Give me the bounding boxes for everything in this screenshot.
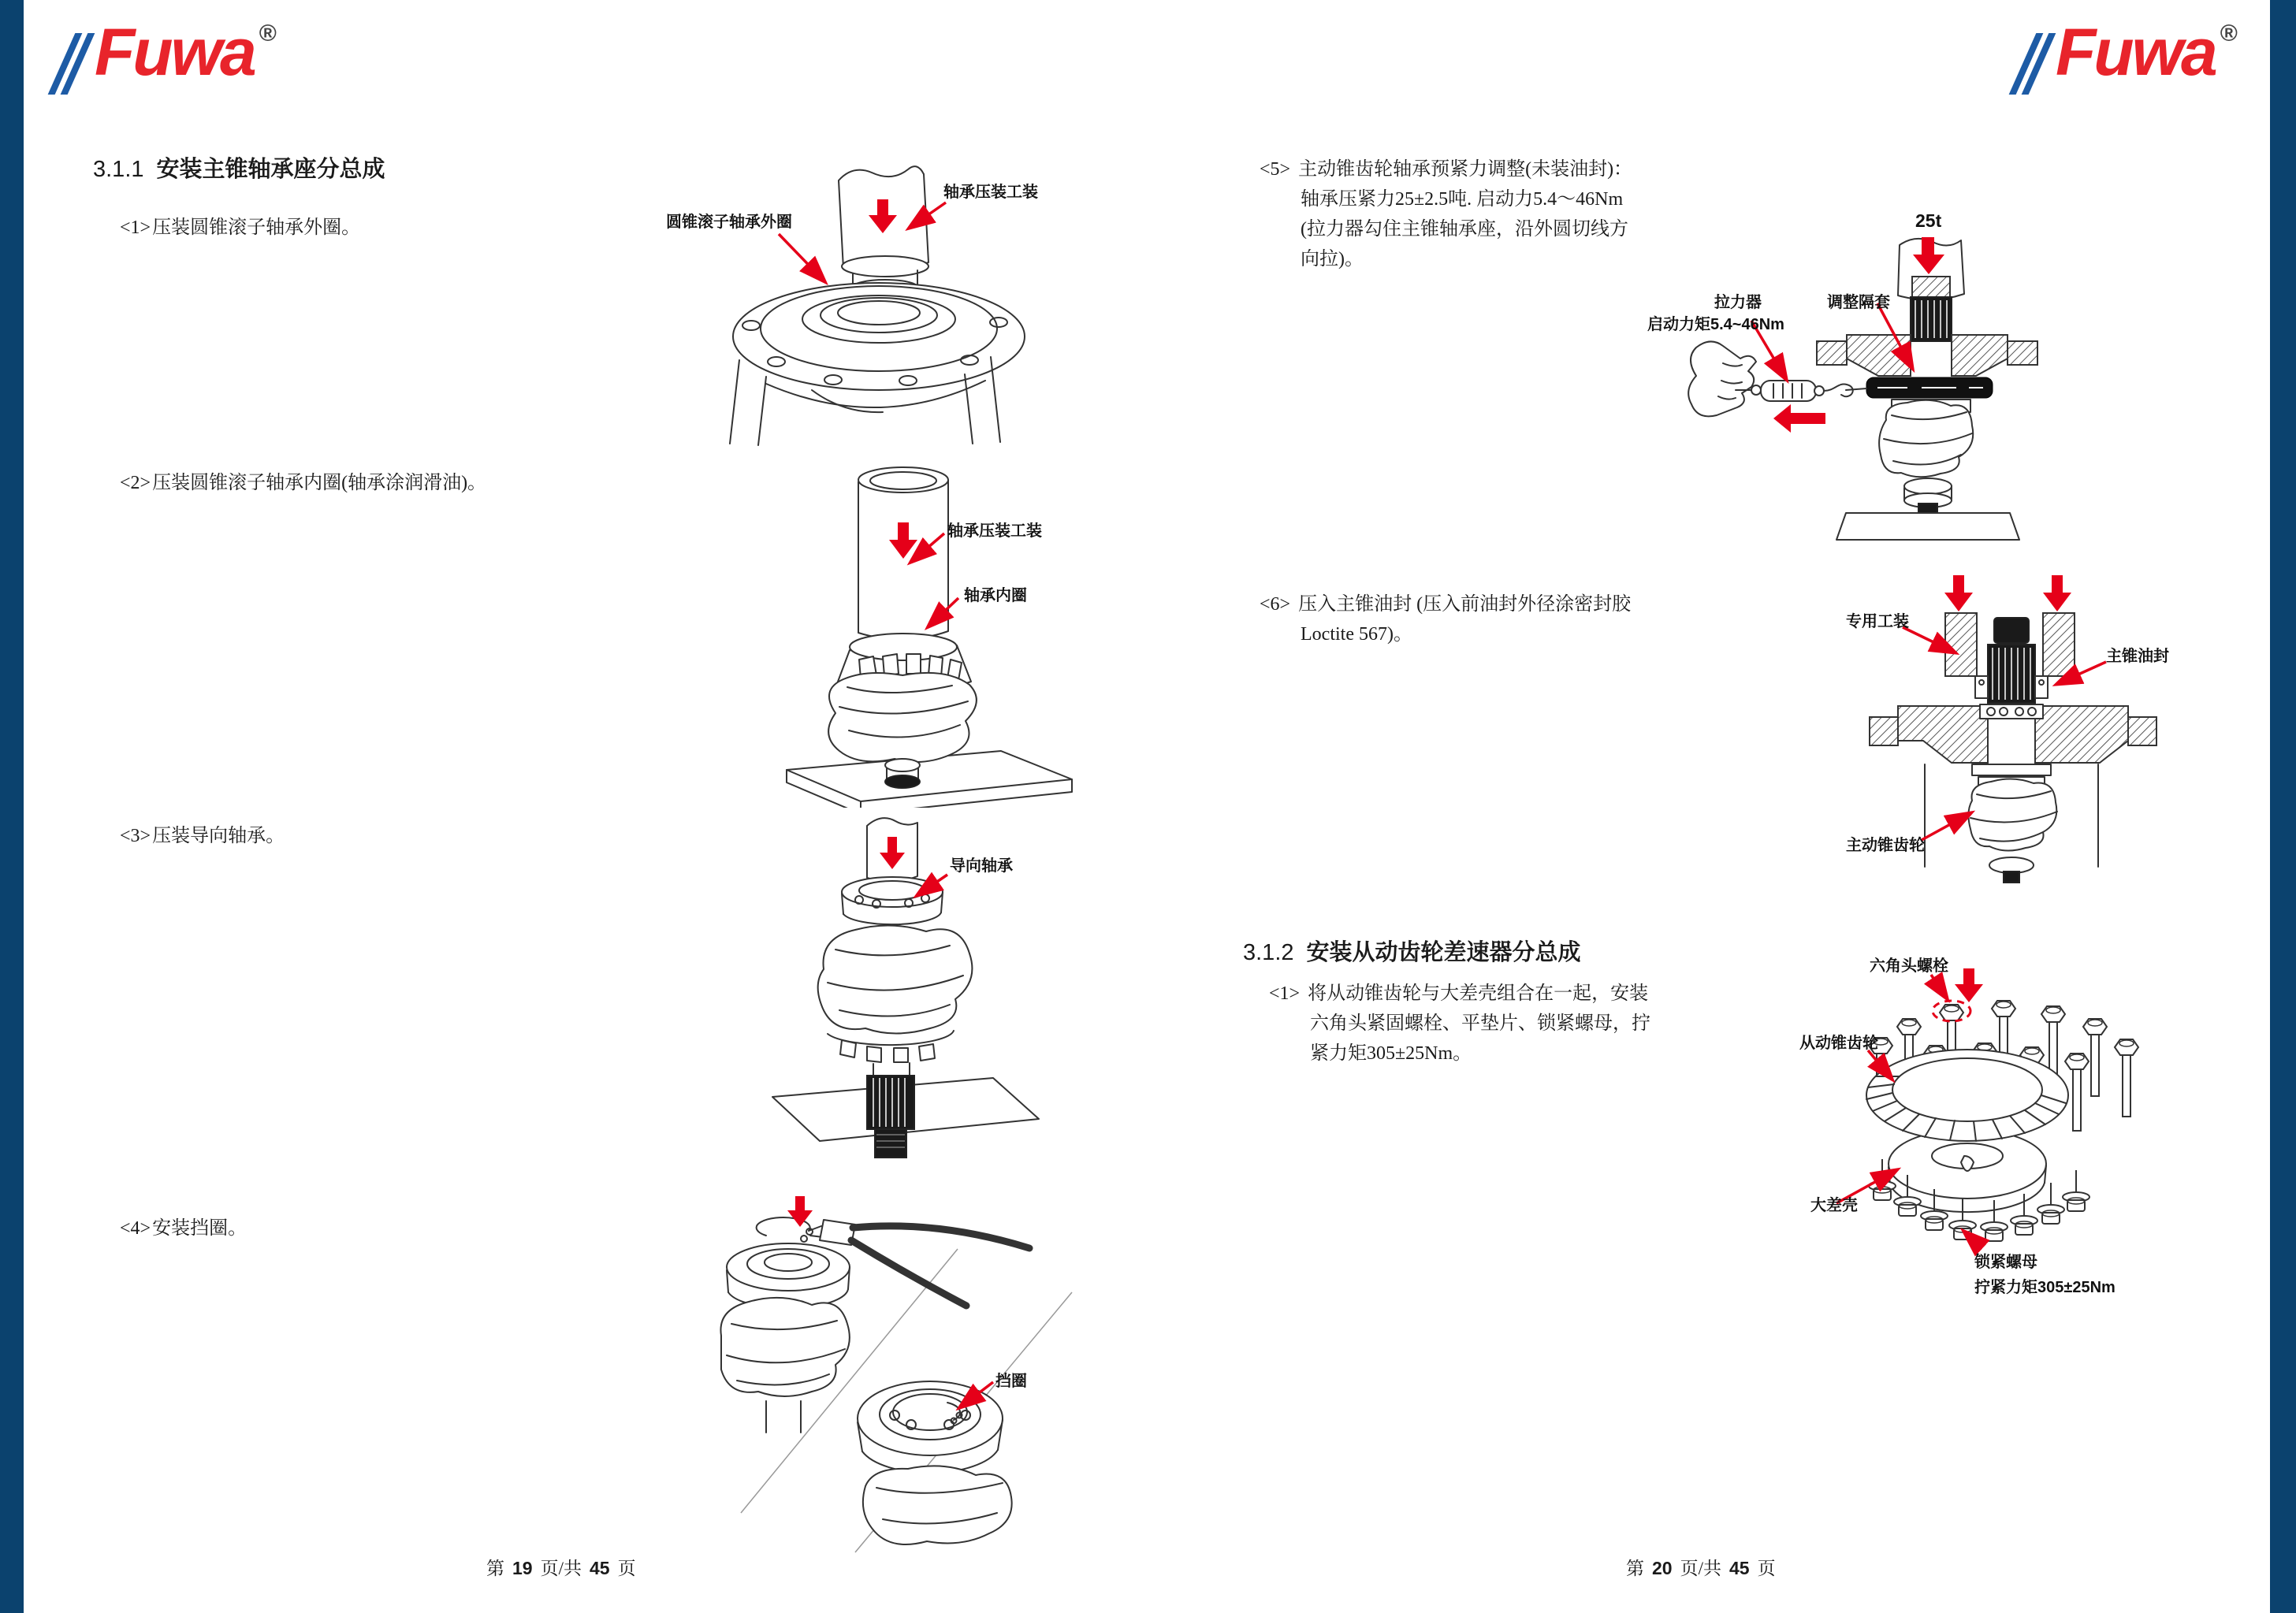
footer-text: 页 — [617, 1559, 636, 1578]
step-text: (拉力器勾住主锥轴承座，沿外圆切线方 — [1301, 219, 1628, 240]
figure-press-inner-race-drawing — [741, 453, 1111, 808]
figure-install-snap-ring — [694, 1174, 1088, 1556]
down-arrow-icon — [1955, 968, 1983, 1002]
bearing-seat-flange — [730, 283, 1025, 445]
footer-text: 页/共 — [540, 1559, 582, 1578]
step-id: <5> — [1260, 159, 1291, 180]
label-outer-race: 圆锥滚子轴承外圈 — [666, 214, 792, 231]
step-id: <3> — [120, 826, 151, 846]
left-arrow-icon — [1773, 404, 1825, 433]
label-inner-ring: 轴承内圈 — [964, 587, 1027, 604]
figure-preload-adjustment — [1647, 201, 2223, 571]
figure-preload-adjustment-drawing — [1647, 201, 2223, 571]
step-text: 紧力矩305±25Nm。 — [1310, 1043, 1472, 1064]
section-heading-312 — [1243, 935, 1581, 967]
section-heading-311 — [93, 151, 385, 184]
support-plate — [1836, 513, 2019, 540]
footer-text: 页 — [1757, 1559, 1776, 1578]
section-number: 3.1.1 — [93, 157, 144, 182]
step-text: 安装挡圈。 — [152, 1218, 247, 1239]
label-pinion-seal: 主锥油封 — [2106, 648, 2169, 665]
footer-text: 第 — [1626, 1559, 1644, 1578]
pinion-spline — [1988, 618, 2035, 703]
registered-mark: ® — [2220, 20, 2238, 46]
hand — [1688, 341, 1756, 416]
label-special-tool: 专用工装 — [1846, 613, 1909, 630]
footer-text: 第 — [486, 1559, 504, 1578]
down-arrow-icon — [1944, 575, 1973, 611]
figure-ring-gear-drawing — [1758, 934, 2270, 1410]
drive-pinion-gear — [1968, 779, 2057, 883]
pinion-shaft — [867, 1063, 914, 1158]
step-text: 压装导向轴承。 — [152, 826, 285, 846]
snap-ring-closeup — [858, 1381, 1012, 1544]
figure-ring-gear-diff-case — [1758, 934, 2270, 1410]
down-arrow-icon — [2043, 575, 2071, 611]
figure-press-guide-bearing — [749, 804, 1103, 1162]
page-footer-left — [486, 1554, 636, 1580]
section-title: 安装从动齿轮差速器分总成 — [1306, 940, 1581, 965]
step-5 — [1260, 154, 1632, 274]
logo-brand-text: Fuwa — [95, 15, 255, 89]
logo-slashes-icon — [2022, 33, 2048, 95]
step-3 — [120, 820, 285, 847]
fuwa-logo-right — [2022, 15, 2238, 95]
step-text: 将从动锥齿轮与大差壳组合在一起，安装 — [1308, 983, 1649, 1004]
page-footer-right — [1626, 1554, 1776, 1580]
down-arrow-icon — [787, 1196, 813, 1227]
label-press-tool: 轴承压装工装 — [943, 184, 1038, 201]
ring-gear — [1866, 1050, 2068, 1141]
fuwa-logo-left — [61, 15, 277, 95]
section-title: 安装主锥轴承座分总成 — [156, 157, 385, 182]
label-nut-torque: 拧紧力矩305±25Nm — [1974, 1279, 2116, 1296]
label-snap-ring: 挡圈 — [995, 1373, 1027, 1390]
pull-scale — [1736, 381, 1866, 401]
label-start-torque: 启动力矩5.4~46Nm — [1647, 316, 1784, 333]
label-guide-bearing: 导向轴承 — [950, 857, 1013, 875]
label-hex-bolt: 六角头螺栓 — [1870, 957, 1948, 975]
left-border-bar — [0, 0, 24, 1613]
label-adjusting-spacer: 调整隔套 — [1827, 294, 1890, 311]
step-id: <1> — [1269, 983, 1301, 1004]
figure-press-guide-bearing-drawing — [749, 804, 1103, 1162]
step-text: 主动锥齿轮轴承预紧力调整(未装油封)： — [1298, 159, 1633, 180]
pinion-gear — [1879, 400, 1973, 513]
step-text: 轴承压紧力25±2.5吨. 启动力5.4～46Nm — [1301, 189, 1624, 210]
step-4 — [120, 1212, 247, 1239]
step-id: <1> — [120, 217, 151, 238]
label-pull-scale: 拉力器 — [1714, 294, 1762, 311]
footer-page-number: 20 — [1652, 1558, 1673, 1578]
step-1-312 — [1269, 979, 1650, 1069]
guide-bearing — [842, 877, 943, 924]
figure-install-snap-ring-drawing — [694, 1174, 1088, 1556]
step-1 — [120, 211, 360, 239]
step-text: 压入主锥油封 (压入前油封外径涂密封胶 — [1298, 594, 1632, 615]
figure-press-outer-race — [646, 154, 1088, 449]
step-id: <6> — [1260, 594, 1291, 615]
step-text: 向拉)。 — [1301, 249, 1364, 269]
footer-total-pages: 45 — [1729, 1558, 1750, 1578]
step-id: <4> — [120, 1218, 151, 1239]
label-press-tool: 轴承压装工装 — [947, 522, 1042, 540]
registered-mark: ® — [259, 20, 277, 46]
step-text: 压装圆锥滚子轴承内圈(轴承涂润滑油)。 — [152, 473, 487, 493]
label-lock-nut: 锁紧螺母 — [1974, 1254, 2037, 1271]
section-number: 3.1.2 — [1243, 940, 1294, 965]
step-text: Loctite 567)。 — [1301, 624, 1412, 645]
footer-page-number: 19 — [512, 1558, 533, 1578]
logo-brand-text: Fuwa — [2056, 15, 2216, 89]
right-border-bar — [2270, 0, 2296, 1613]
step-id: <2> — [120, 473, 151, 493]
step-text: 压装圆锥滚子轴承外圈。 — [152, 217, 361, 238]
footer-total-pages: 45 — [589, 1558, 610, 1578]
label-press-load: 25t — [1915, 210, 1942, 231]
label-drive-pinion: 主动锥齿轮 — [1846, 837, 1925, 854]
label-ring-gear: 从动锥齿轮 — [1799, 1035, 1878, 1052]
pinion-gear — [818, 925, 973, 1062]
step-text: 六角头紧固螺栓、平垫片、锁紧螺母，拧 — [1310, 1013, 1650, 1034]
step-6 — [1260, 589, 1631, 649]
logo-slashes-icon — [61, 33, 87, 95]
label-diff-case: 大差壳 — [1810, 1197, 1858, 1214]
figure-press-inner-race — [741, 453, 1111, 808]
footer-text: 页/共 — [1680, 1559, 1721, 1578]
step-2 — [120, 466, 486, 494]
figure-press-oil-seal — [1797, 552, 2238, 906]
